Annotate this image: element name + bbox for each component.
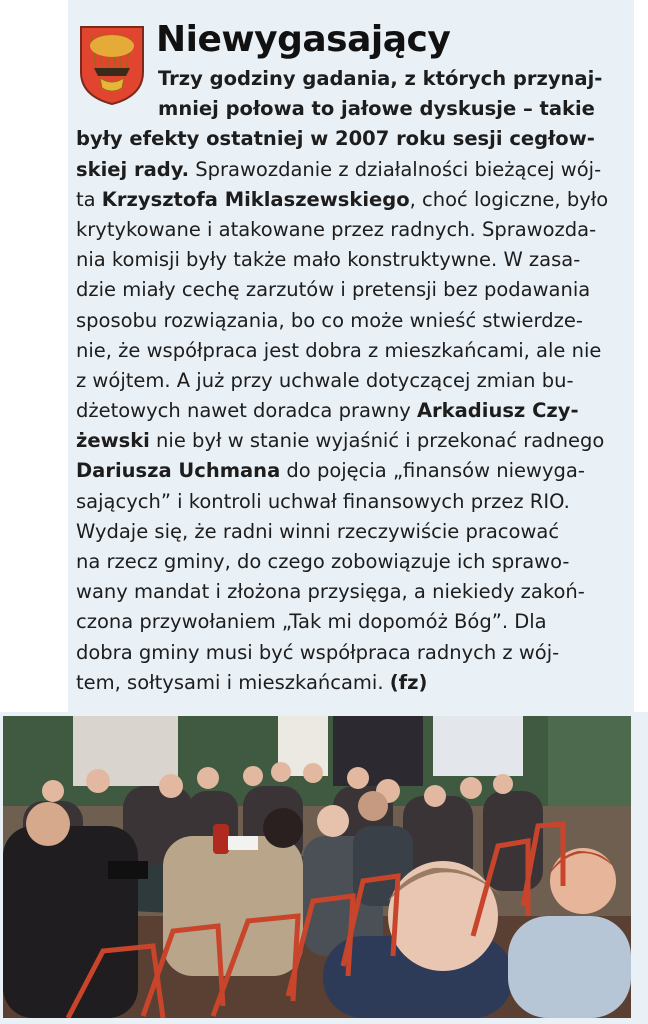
text-run: Sprawozdanie z działalności bieżącej wój- (189, 157, 602, 181)
bold-text: (fz) (389, 670, 428, 694)
article-line (76, 607, 636, 637)
text-run: z wójtem. A już przy uchwale dotyczącej zmian bu- (76, 368, 574, 392)
text-run: Wydaje się, że radni winni rzeczywiście pracować (76, 519, 560, 543)
article-line (76, 668, 636, 698)
text-run: dzie miały cechę zarzutów i pretensji bez podawania (76, 278, 591, 302)
text-run: dżetowych nawet doradca prawny (76, 399, 417, 423)
council-session-photo (3, 716, 631, 1018)
text-run: wany mandat i złożona przysięga, a niekiedy zakoń- (76, 580, 585, 604)
text-run: tem, sołtysami i mieszkańcami. (76, 670, 390, 694)
article-line (76, 577, 636, 607)
text-run: na rzecz gminy, do czego zobowiązuje ich sprawo- (76, 550, 570, 573)
article-body (76, 64, 636, 698)
text-run: nie był w stanie wyjaśnić i przekonać radnego (149, 429, 605, 453)
text-run: sających” i kontroli uchwał finansowych przez RIO. (76, 489, 570, 513)
article-line (76, 64, 636, 94)
article-line (76, 426, 636, 456)
text-run: ta (76, 187, 102, 211)
bold-text: żewski (76, 429, 150, 453)
bold-text: mniej połowa to jałowe dyskusje – takie (158, 97, 595, 121)
article-line (76, 215, 636, 245)
article-line (76, 124, 636, 154)
article-line (76, 245, 636, 275)
article-line (76, 638, 636, 668)
article-line (76, 366, 636, 396)
text-run: sposobu rozwiązania, bo co może wnieść stwierdze- (76, 308, 583, 332)
article-line (76, 306, 636, 336)
text-run: czona przywołaniem „Tak mi dopomóż Bóg”. Dla (76, 610, 547, 634)
article-line (76, 275, 636, 305)
bold-text: Dariusza Uchmana (76, 459, 281, 483)
bold-text: skiej rady. (76, 157, 190, 181)
article-line (76, 185, 636, 215)
article-line (76, 547, 636, 577)
article-title: Niewygasający (156, 19, 451, 60)
article-line (76, 336, 636, 366)
paper-margin-right (634, 0, 648, 712)
text-run: dobra gminy musi być współpraca radnych z wój- (76, 640, 560, 664)
text-run: nia komisji były także mało konstruktywne. W zasa- (76, 248, 581, 272)
bold-text: Trzy godziny gadania, z których przynaj- (158, 67, 603, 90)
article-line (76, 517, 636, 547)
bold-text: były efekty ostatniej w 2007 roku sesji cegłow- (76, 127, 595, 151)
text-run: , choć logiczne, było (409, 187, 609, 211)
article-line (76, 456, 636, 486)
paper-margin (0, 0, 68, 712)
article-line (76, 155, 636, 185)
bold-text: Arkadiusz Czy- (416, 399, 579, 423)
article-line (76, 396, 636, 426)
text-run: nie, że współpraca jest dobra z mieszkańcami, ale nie (76, 338, 602, 362)
article-line (76, 94, 636, 124)
bold-text: Krzysztofa Miklaszewskiego (101, 187, 410, 211)
text-run: do pojęcia „finansów niewyga- (280, 459, 585, 483)
text-run: krytykowane i atakowane przez radnych. Sprawozda- (76, 217, 597, 241)
article-line (76, 487, 636, 517)
